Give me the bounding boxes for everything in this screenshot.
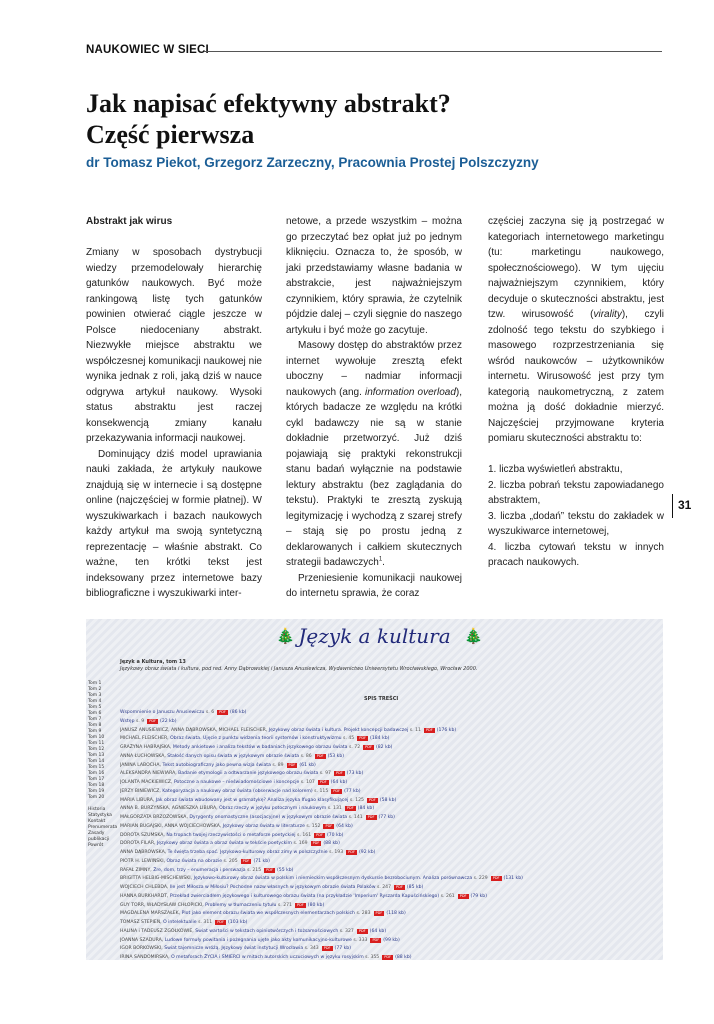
toc-file-size: (176 kb) bbox=[436, 727, 457, 733]
toc-author: MARIAN BUGAJSKI, ANNA WOJCIECHOWSKA, bbox=[120, 823, 223, 829]
toc-page: s. 261 bbox=[440, 893, 455, 899]
sidebar-volume-link[interactable]: Tom 9 bbox=[88, 729, 102, 734]
toc-row[interactable] bbox=[120, 937, 660, 946]
toc-title: Językowy obraz świata w literaturze bbox=[222, 823, 307, 829]
site-title: Język a kultura bbox=[298, 624, 451, 648]
toc-title: Te święta trzeba spać. Językowo-kulturowy obraz zimy w polszczyźnie bbox=[167, 850, 330, 855]
toc-author: ANNA DĄBROWSKA, bbox=[120, 850, 168, 855]
toc-author: ALEKSANDRA NIEWIARA, bbox=[120, 771, 179, 777]
toc-file-size: (88 kb) bbox=[323, 841, 340, 847]
pdf-icon[interactable]: PDF bbox=[425, 727, 433, 732]
subheading: Abstrakt jak wirus bbox=[86, 216, 173, 227]
toc-title: Metody ankietowe i analiza tekstów w badaniach językowego obrazu świata bbox=[172, 745, 349, 750]
toc-file-size: (84 kb) bbox=[357, 806, 375, 812]
sidebar-volume-link[interactable]: Tom 15 bbox=[88, 765, 105, 770]
toc-row[interactable] bbox=[120, 779, 660, 788]
toc-file-size: (22 kb) bbox=[160, 718, 177, 724]
toc-row[interactable] bbox=[120, 832, 660, 841]
pdf-icon[interactable]: PDF bbox=[323, 946, 331, 951]
text-run: Masowy dostęp do abstraktów przez internet wywołuje zresztą efekt uboczny – nadmiar informacji naukowych (ang. bbox=[286, 340, 462, 398]
toc-page: s. 107 bbox=[300, 780, 315, 785]
sidebar-volume-link[interactable]: Tom 16 bbox=[88, 771, 105, 776]
toc-file-size: (70 kb) bbox=[326, 832, 344, 838]
volume-sidebar bbox=[88, 681, 116, 849]
pdf-icon[interactable]: PDF bbox=[368, 797, 376, 802]
sidebar-volume-link[interactable]: Tom 6 bbox=[88, 711, 102, 716]
toc-title: Problemy w tłumaczeniu tytułu bbox=[205, 902, 278, 908]
toc-title: Kategoryzacja a naukowy obraz świata (obserwacje nad kolorem) bbox=[162, 788, 315, 794]
sidebar-volume-link[interactable]: Tom 10 bbox=[88, 735, 105, 740]
toc-page: s. 161 bbox=[297, 832, 312, 838]
toc-page: s. 169 bbox=[293, 841, 308, 847]
toc-title: Dyrygenty onomastyczne (asocjacyjne) w językowym obrazie świata bbox=[189, 815, 349, 820]
toc-page: s. 72 bbox=[348, 745, 361, 750]
toc-file-size: (58 kb) bbox=[379, 797, 397, 803]
toc-file-size: (73 kb) bbox=[346, 771, 364, 777]
toc-file-size: (184 kb) bbox=[370, 736, 390, 742]
paragraph bbox=[286, 338, 462, 571]
pdf-icon[interactable]: PDF bbox=[335, 771, 343, 776]
toc-row[interactable] bbox=[120, 945, 660, 954]
pdf-icon[interactable]: PDF bbox=[149, 718, 157, 723]
website-screenshot bbox=[86, 619, 663, 960]
toc-title: Wstęp bbox=[120, 718, 136, 724]
toc-author: MAŁGORZATA BRZOZOWSKA, bbox=[120, 815, 190, 820]
toc-row[interactable] bbox=[120, 919, 660, 928]
toc-author: DOROTA SZUMSKA, bbox=[120, 832, 167, 838]
toc-row[interactable] bbox=[120, 902, 660, 911]
pdf-icon[interactable]: PDF bbox=[396, 885, 403, 889]
toc-file-size: (79 kb) bbox=[470, 893, 488, 899]
toc-row[interactable] bbox=[120, 893, 660, 902]
toc-file-size: (71 kb) bbox=[253, 858, 270, 864]
pdf-icon[interactable]: PDF bbox=[459, 893, 467, 898]
toc-page: s. 9 bbox=[135, 718, 145, 724]
pdf-icon[interactable]: PDF bbox=[333, 788, 341, 793]
sidebar-volume-link[interactable]: Tom 18 bbox=[88, 783, 105, 788]
pdf-icon[interactable]: PDF bbox=[359, 736, 367, 741]
toc-author: JOLANTA MAĆKIEWICZ, bbox=[120, 780, 174, 785]
toc-page: s. 311 bbox=[198, 920, 213, 925]
volume-description: Językowy obraz świata i kultura, pod red. Anny Dąbrowskiej i Janusza Anusiewicza, Wydawnictwo Uniwersytetu Wrocławskiego, Wrocław 2000. bbox=[120, 666, 478, 672]
sidebar-volume-link[interactable]: Tom 17 bbox=[88, 777, 105, 782]
toc-file-size: (88 kb) bbox=[395, 955, 412, 960]
toc-author: IGOR BORKOWSKI, bbox=[120, 946, 165, 952]
toc-title: Plot jako element obrazu świata we współczesnych elementarzach polskich bbox=[181, 911, 357, 917]
toc-author: GUY TORR, WŁADYSŁAW CHŁOPICKI, bbox=[120, 902, 206, 908]
volume-info bbox=[120, 659, 478, 673]
toc-author: DOROTA FILAR, bbox=[120, 841, 157, 847]
toc-title: Jak obraz świata wbudowany jest w gramatykę? Analiza języka Ifugao klasyfikującej bbox=[155, 797, 350, 803]
pdf-icon[interactable]: PDF bbox=[367, 815, 375, 819]
pdf-icon[interactable]: PDF bbox=[365, 745, 372, 749]
toc-title: Obraz świata na obrazie bbox=[166, 858, 224, 864]
toc-page: s. 205 bbox=[223, 858, 238, 864]
toc-page: s. 271 bbox=[277, 902, 292, 908]
sidebar-volume-link[interactable]: Tom 2 bbox=[88, 687, 102, 692]
pdf-icon[interactable]: PDF bbox=[316, 832, 323, 837]
pdf-icon[interactable]: PDF bbox=[288, 762, 296, 767]
toc-title: Świat wartości w tekstach opiniotwórczych i tożsamościowych bbox=[195, 928, 340, 934]
sidebar-volume-link[interactable]: Tom 7 bbox=[88, 717, 102, 722]
toc-row[interactable] bbox=[120, 884, 660, 893]
toc-row[interactable] bbox=[120, 709, 660, 718]
list-item: 1. liczba wyświetleń abstraktu, bbox=[488, 464, 623, 475]
toc-file-size: (64 kb) bbox=[336, 823, 353, 829]
toc-author: JERZY BINIEWICZ, bbox=[120, 788, 163, 794]
christmas-tree-icon: 🎄 bbox=[276, 627, 295, 645]
toc-author: JOANNA SZADURA, bbox=[120, 937, 165, 943]
toc-title: Obraz świata. Ujęcie z punktu widzenia teorii systemów i konstruktywizmu bbox=[170, 736, 344, 742]
toc-file-size: (99 kb) bbox=[383, 937, 400, 943]
toc-author: WOJCIECH CHLEBDA, bbox=[120, 885, 170, 890]
toc-row[interactable] bbox=[120, 875, 660, 884]
sidebar-volume-link[interactable]: Tom 14 bbox=[88, 759, 105, 764]
toc-title: Tekst autobiograficzny jako pewna wizja świata bbox=[162, 762, 273, 768]
header-rule bbox=[204, 51, 662, 52]
emphasis-term: information overload bbox=[364, 386, 456, 398]
toc-page: s. 6 bbox=[205, 710, 215, 715]
emphasis-term: virality bbox=[593, 309, 622, 320]
toc-file-size: (118 kb) bbox=[386, 911, 406, 917]
toc-page: s. 115 bbox=[314, 788, 329, 794]
toc-author: MAGDALENA MARSZAŁEK, bbox=[120, 911, 182, 917]
text-run: . bbox=[382, 557, 385, 568]
toc-row[interactable] bbox=[120, 867, 660, 876]
section-label: NAUKOWIEC W SIECI bbox=[86, 44, 209, 56]
toc-file-size: (53 kb) bbox=[327, 753, 345, 759]
text-run: ), czyli zdolność tego tekstu do szybkiego i masowego rozprzestrzeniania się wśród naukowców – użytkowników internetu. Wirusowość jest przy tym kategorią naukometryczną, z zatem można ją dość dokładnie mierzyć. Najczęściej przyjmowane kryteria pomiaru skuteczności abstraktu to: bbox=[488, 309, 664, 444]
paragraph: netowe, a przede wszystkim – można go przeczytać bez opłat już po jednym kliknięciu. Oznacza to, że sposób, w jaki przedstawiamy własne badania w abstrakcie, jest najważniejszym czynnikiem, który sprawia, że czytelnik pójdzie dalej – czyli sięgnie do naszego artykułu i być może go zacytuje. bbox=[286, 216, 462, 336]
sidebar-link[interactable]: Prenumerata bbox=[88, 825, 118, 830]
toc-row[interactable] bbox=[120, 744, 660, 753]
pdf-icon[interactable]: PDF bbox=[266, 867, 273, 872]
page-number-rule bbox=[672, 494, 673, 518]
title-line-1: Jak napisać efektywny abstrakt? bbox=[86, 89, 451, 118]
toc-page: s. 229 bbox=[473, 876, 488, 882]
toc-file-size: (61 kb) bbox=[299, 762, 316, 768]
sidebar-volume-link[interactable]: Tom 11 bbox=[88, 741, 105, 746]
toc-row[interactable] bbox=[120, 928, 660, 937]
paragraph: Dominujący dziś model uprawiania nauki zakłada, że artykuły naukowe znajdują się w internecie i są dostępne online (najczęściej w formie płatnej). W wyszukiwarkach i bazach naukowych każdy artykuł ma swoją syntetyczną reprezentację – właśnie abstrakt. Co ważne, ten krótki tekst jest indeksowany przez internetowe bazy bibliograficzne i wyszukiwarki inter- bbox=[86, 448, 262, 599]
toc-page: s. 152 bbox=[306, 823, 321, 829]
paragraph: Przeniesienie komunikacji naukowej do internetu sprawia, że coraz bbox=[286, 572, 462, 599]
sidebar-volume-link[interactable]: Tom 1 bbox=[88, 681, 102, 686]
toc-author: HALINA i TADEUSZ ZGÓŁKOWIE, bbox=[120, 928, 196, 934]
toc-file-size: (77 kb) bbox=[344, 788, 361, 794]
toc-row[interactable] bbox=[120, 762, 660, 771]
sidebar-link[interactable]: Historia bbox=[88, 807, 106, 812]
toc-page: s. 333 bbox=[353, 937, 368, 943]
sidebar-volume-link[interactable]: Tom 4 bbox=[88, 699, 102, 704]
volume-title: Język a Kultura, tom 13 bbox=[120, 659, 186, 665]
toc-title: Ludowe formuły powitania i pożegnania ujęte jako akty komunikacyjno-kulturowe bbox=[164, 937, 354, 943]
toc-file-size: (103 kb) bbox=[228, 920, 248, 925]
sidebar-link[interactable]: Statystyka bbox=[88, 813, 112, 818]
list-item: 2. liczba pobrań tekstu zapowiadanego abstraktem, bbox=[488, 479, 664, 506]
toc-title: Wspomnienie o Januszu Anusiewiczu bbox=[120, 710, 206, 715]
sidebar-link[interactable]: publikacji bbox=[88, 837, 110, 842]
toc-heading: SPIS TREŚCI bbox=[364, 696, 399, 702]
toc-title: Obraz rzeczy w języku potocznym i naukowym bbox=[219, 806, 328, 812]
sidebar-link[interactable]: Zasady bbox=[88, 831, 105, 836]
toc-page: s. 327 bbox=[339, 928, 354, 934]
toc-row[interactable] bbox=[120, 814, 660, 823]
toc-title: Badanie etymologii a odtwarzanie językowego obrazu świata bbox=[178, 771, 320, 777]
pdf-icon[interactable]: PDF bbox=[325, 823, 333, 828]
pdf-icon[interactable]: PDF bbox=[348, 850, 355, 854]
toc-page: s. 86 bbox=[300, 753, 312, 759]
toc-row[interactable] bbox=[120, 823, 660, 832]
pdf-icon[interactable]: PDF bbox=[219, 710, 226, 714]
pdf-icon[interactable]: PDF bbox=[319, 780, 327, 784]
toc-file-size: (64 kb) bbox=[369, 928, 387, 934]
toc-author: ANNA ŁUCHOWSKA, bbox=[120, 753, 168, 759]
toc-page: s. 247 bbox=[376, 885, 392, 890]
toc-file-size: (80 kb) bbox=[307, 902, 325, 908]
toc-page: s. 193 bbox=[329, 850, 344, 855]
toc-file-size: (131 kb) bbox=[503, 876, 523, 882]
toc-row[interactable] bbox=[120, 718, 660, 727]
sidebar-volume-link[interactable]: Tom 8 bbox=[88, 723, 102, 728]
pdf-icon[interactable]: PDF bbox=[346, 806, 354, 811]
toc-title: Na tropach twojej rzeczywistości o metaforze poetyckiej bbox=[166, 832, 298, 838]
toc-title: Językowy obraz świata a obraz świata w tekście poetyckim bbox=[156, 841, 294, 847]
toc-page: s. 355 bbox=[365, 955, 380, 960]
toc-page: s. 343 bbox=[304, 946, 319, 952]
pdf-icon[interactable]: PDF bbox=[316, 753, 324, 758]
toc-file-size: (77 kb) bbox=[334, 946, 352, 952]
toc-author: PIOTR H. LEWIŃSKI, bbox=[120, 858, 167, 864]
sidebar-volume-link[interactable]: Tom 3 bbox=[88, 693, 102, 698]
paragraph bbox=[488, 214, 664, 447]
toc-row[interactable] bbox=[120, 727, 660, 736]
toc-author: RAFAŁ ZIMNY, bbox=[120, 867, 154, 873]
toc-row[interactable] bbox=[120, 954, 660, 960]
toc-row[interactable] bbox=[120, 849, 660, 858]
toc-row[interactable] bbox=[120, 770, 660, 779]
toc-row[interactable] bbox=[120, 910, 660, 919]
toc-title: Stałość danych opisu świata w językowym obrazie świata bbox=[167, 753, 301, 759]
toc-title: Świat tajemnicze wróżą. Językowy świat instytucji Wrocławia bbox=[164, 946, 305, 952]
text-run: częściej zaczyna się ją postrzegać w kategoriach internetowego marketingu (tu: marketingu naukowego, społecznościowego). W tym ujęciu najważniejszym czynnikiem, który decyduje o skuteczności abstraktu, jest tzw. wirusowość ( bbox=[488, 216, 664, 320]
toc-title: Potoczne a naukowe – nieświadomościowe i koncepcje bbox=[173, 780, 301, 785]
text-column-2 bbox=[286, 214, 462, 602]
toc-row[interactable] bbox=[120, 858, 660, 867]
toc-row[interactable] bbox=[120, 788, 660, 797]
toc-file-size: (82 kb) bbox=[375, 745, 393, 750]
toc-title: Językowy obraz świata i kultura. Projekt koncepcji badawczej bbox=[268, 727, 410, 733]
pdf-icon[interactable]: PDF bbox=[312, 841, 320, 846]
table-of-contents bbox=[120, 709, 660, 960]
toc-file-size: (86 kb) bbox=[229, 710, 247, 715]
sidebar-volume-link[interactable]: Tom 12 bbox=[88, 747, 105, 752]
paragraph: Zmiany w sposobach dystrybucji wiedzy przemodelowały hierarchię gatunków naukowych. Być może rankingową listę tych gatunków powinien otwierać ciągle jeszcze w Polsce niedoceniany abstrakt. Niezwykłe miejsce abstraktu we współczesnej komunikacji naukowej nie wynika jednak z roli, jaką dziś w nauce odgrywa artykuł naukowy. Wysoki status abstraktu jest raczej konsekwencją zmiany kanału przekazywania informacji naukowej. bbox=[86, 247, 262, 444]
section-header bbox=[86, 44, 662, 60]
toc-file-size: (64 kb) bbox=[330, 780, 348, 785]
toc-page: s. 11 bbox=[409, 727, 421, 733]
toc-title: Przekład zwierciadłem językowego i kulturowego obrazu świata (na przykładzie 'Imperium' Ryszarda Kapuścińskiego) bbox=[169, 893, 441, 899]
toc-file-size: (77 kb) bbox=[378, 815, 395, 820]
article-title bbox=[86, 88, 666, 150]
sidebar-link[interactable]: Kontakt bbox=[88, 819, 106, 824]
sidebar-volume-link[interactable]: Tom 19 bbox=[88, 789, 105, 794]
christmas-tree-icon: 🎄 bbox=[464, 627, 483, 645]
toc-author: IRINA SANDOMIRSKA, bbox=[120, 955, 172, 960]
pdf-icon[interactable]: PDF bbox=[242, 858, 250, 863]
sidebar-volume-link[interactable]: Tom 13 bbox=[88, 753, 105, 758]
text-column-1 bbox=[86, 214, 262, 602]
toc-page: s. 141 bbox=[348, 815, 363, 820]
toc-row[interactable] bbox=[120, 735, 660, 744]
toc-author: JANINA LABOCHA, bbox=[120, 762, 163, 768]
toc-page: s. 125 bbox=[349, 797, 364, 803]
pdf-icon[interactable]: PDF bbox=[372, 937, 380, 942]
pdf-icon[interactable]: PDF bbox=[217, 920, 225, 924]
toc-page: s. 97 bbox=[319, 771, 331, 777]
pdf-icon[interactable]: PDF bbox=[296, 902, 304, 907]
pdf-icon[interactable]: PDF bbox=[384, 955, 392, 959]
toc-row[interactable] bbox=[120, 840, 660, 849]
toc-page: s. 283 bbox=[356, 911, 371, 917]
pdf-icon[interactable]: PDF bbox=[492, 876, 500, 881]
article-authors: dr Tomasz Piekot, Grzegorz Zarzeczny, Pracownia Prostej Polszczyzny bbox=[86, 155, 539, 170]
list-item: 4. liczba cytowań tekstu w innych pracach naukowych. bbox=[488, 541, 664, 568]
toc-author: GRAŻYNA HABRAJSKA, bbox=[120, 745, 173, 750]
toc-file-size: (55 kb) bbox=[276, 867, 294, 873]
toc-page: s. 131 bbox=[327, 806, 342, 812]
pdf-icon[interactable]: PDF bbox=[375, 911, 383, 916]
toc-author: BRIGITTA HELBIG-MISCHEWSKI, bbox=[120, 876, 194, 882]
toc-row[interactable] bbox=[120, 805, 660, 814]
footnote-marker: 1 bbox=[378, 556, 383, 563]
toc-title: O intelektualie bbox=[163, 920, 199, 925]
toc-author: HANNA BURKHARDT, bbox=[120, 893, 170, 899]
toc-row[interactable] bbox=[120, 753, 660, 762]
toc-title: Językowo-kulturowy obraz świata w polskim i niemieckim współczesnym dyskursie bezrobociunym. Analiza porównawcza bbox=[193, 876, 474, 882]
toc-author: MARIA LIBURA, bbox=[120, 797, 156, 803]
page-number: 31 bbox=[678, 498, 692, 512]
toc-page: s. 45 bbox=[343, 736, 355, 742]
toc-title: O metaforach ŻYCIA i ŚMIERCI w mitach autorskich uczuciowych w języku rosyjskim bbox=[171, 955, 366, 960]
toc-file-size: (85 kb) bbox=[406, 885, 424, 890]
sidebar-link[interactable]: Powrót bbox=[88, 843, 104, 848]
toc-author: MICHAEL FLEISCHER, bbox=[120, 736, 171, 742]
toc-author: TOMASZ STEPIEŃ, bbox=[120, 920, 164, 925]
toc-row[interactable] bbox=[120, 797, 660, 806]
text-run: ), których badacze ze względu na krótki cykl badawczy nie są w stanie dokładnie przetworzyć. Już dziś pojawiają się praktyki rekonstrukcji stanu badań wyłącznie na podstawie lektury abstraktu (bez zaglądania do tekstu). Praktyki te zresztą zyskują legitymizację i wychodzą z szarej strefy – stają się po prostu jedną z deklarowanych i całkiem skutecznych strategii badawczych bbox=[286, 386, 462, 568]
sidebar-volume-link[interactable]: Tom 20 bbox=[88, 795, 105, 800]
toc-title: Ile jest Miłosza w Miłosiu? Pochodne nazw własnych w językowym obrazie świata Polaków bbox=[169, 885, 377, 890]
list-item: 3. liczba „dodań” tekstu do zakładek w wyszukiwarce internetowej, bbox=[488, 510, 664, 537]
toc-page: s. 215 bbox=[247, 867, 262, 873]
toc-page: s. 89 bbox=[272, 762, 284, 768]
toc-file-size: (92 kb) bbox=[358, 850, 376, 855]
pdf-icon[interactable]: PDF bbox=[358, 928, 366, 933]
sidebar-volume-link[interactable]: Tom 5 bbox=[88, 705, 102, 710]
toc-title: Żre, dom, trzy – enumeracja i perswazja bbox=[153, 867, 248, 873]
title-line-2: Część pierwsza bbox=[86, 120, 255, 149]
toc-author: JANUSZ ANUSIEWICZ, ANNA DĄBROWSKA, MICHAEL FLEISCHER, bbox=[120, 727, 269, 733]
text-column-3 bbox=[488, 214, 664, 571]
toc-author: ANNA B. BURZYŃSKA, AGNIESZKA LIBURA, bbox=[120, 806, 220, 812]
